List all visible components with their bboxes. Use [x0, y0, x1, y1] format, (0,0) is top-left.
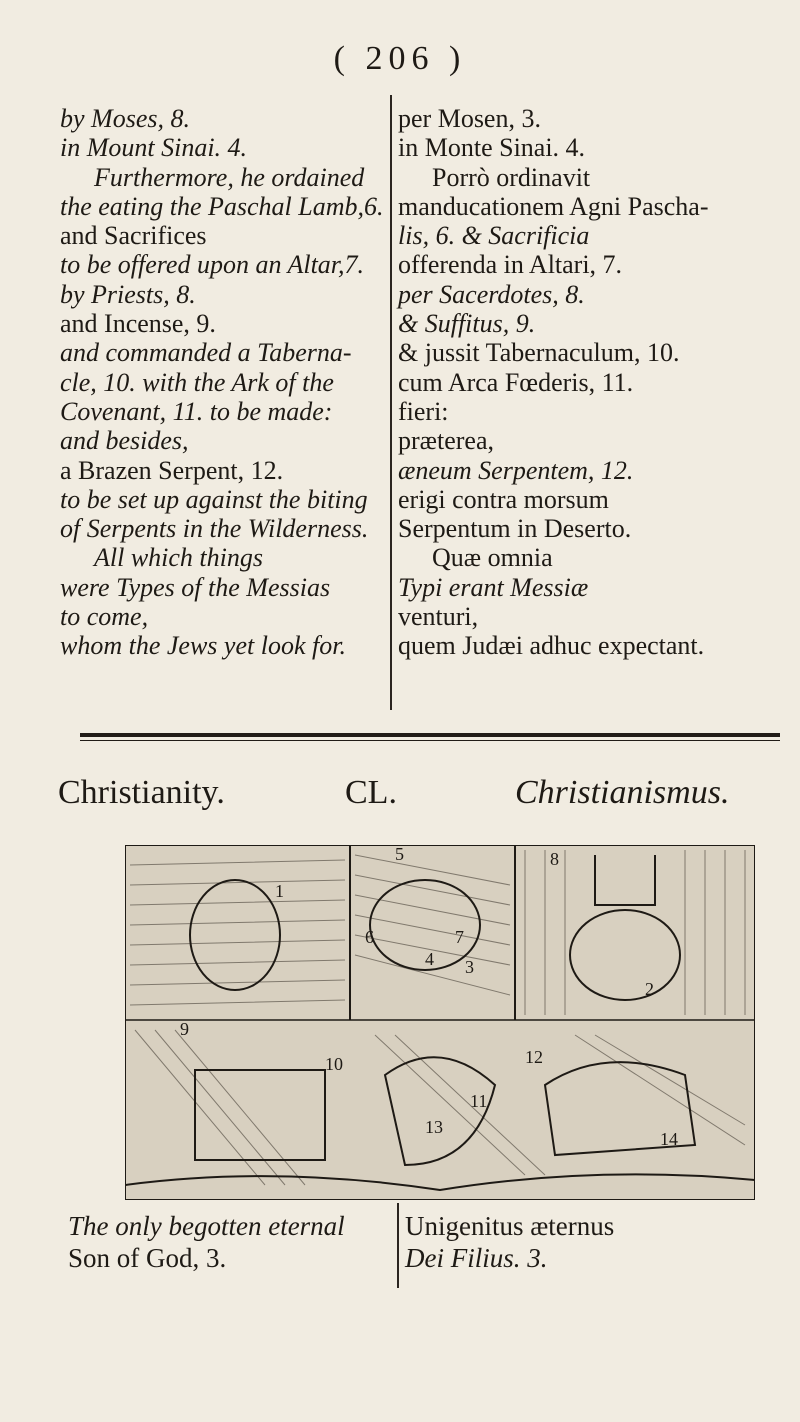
- latin-text-line: æneum Serpentem, 12.: [398, 455, 634, 485]
- page-number: ( 206 ): [333, 40, 467, 77]
- english-text-line: and Incense, 9.: [60, 309, 216, 339]
- english-text-line: the eating the Paschal Lamb,6.: [60, 191, 384, 221]
- english-text-line: cle, 10. with the Ark of the: [60, 367, 334, 397]
- section-rule-thick: [80, 733, 780, 737]
- latin-text-line: manducationem Agni Pascha-: [398, 191, 709, 221]
- latin-column: [398, 104, 798, 661]
- section-title-latin: Christianismus.: [515, 774, 730, 811]
- engraving-number-8: 8: [550, 849, 559, 869]
- latin-text-line: cum Arca Fœderis, 11.: [398, 367, 634, 397]
- english-text-line: were Types of the Messias: [60, 572, 331, 602]
- english-text-line: to come,: [60, 602, 149, 632]
- latin-text-line: Serpentum in Deserto.: [398, 514, 632, 544]
- engraving-number-1: 1: [275, 881, 284, 901]
- engraving-number-5: 5: [395, 845, 404, 864]
- engraving-number-2: 2: [645, 979, 654, 999]
- column-divider: [390, 95, 392, 710]
- latin-text-line: erigi contra morsum: [398, 484, 609, 514]
- latin-text-line: per Sacerdotes, 8.: [398, 279, 585, 309]
- caption-english: [68, 1210, 398, 1274]
- latin-text-line: præterea,: [398, 426, 495, 456]
- english-text-line: in Mount Sinai. 4.: [60, 133, 248, 163]
- english-text-line: Covenant, 11. to be made:: [60, 396, 333, 426]
- engraving-number-11: 11: [470, 1091, 488, 1111]
- english-text-line: All which things: [94, 543, 263, 573]
- engraving-illustration: [125, 845, 755, 1200]
- latin-text-line: & jussit Tabernaculum, 10.: [398, 338, 680, 368]
- caption-latin-line: Dei Filius. 3.: [405, 1243, 548, 1273]
- caption-english-line: Son of God, 3.: [68, 1243, 227, 1273]
- latin-text-line: lis, 6. & Sacrificia: [398, 221, 590, 251]
- section-number: CL.: [345, 774, 397, 811]
- english-text-line: whom the Jews yet look for.: [60, 631, 346, 661]
- engraving-number-10: 10: [325, 1054, 343, 1074]
- engraving-number-4: 4: [425, 949, 434, 969]
- engraving-number-12: 12: [525, 1047, 543, 1067]
- latin-text-line: venturi,: [398, 602, 479, 632]
- english-text-line: by Priests, 8.: [60, 279, 196, 309]
- english-text-line: and Sacrifices: [60, 221, 207, 251]
- engraving-number-3: 3: [465, 957, 474, 977]
- section-rule-thin: [80, 740, 780, 741]
- engraving-number-6: 6: [365, 927, 374, 947]
- latin-text-line: offerenda in Altari, 7.: [398, 250, 623, 280]
- english-text-line: of Serpents in the Wilderness.: [60, 514, 369, 544]
- latin-text-line: quem Judæi adhuc expectant.: [398, 631, 705, 661]
- english-text-line: and besides,: [60, 426, 189, 456]
- english-text-line: Furthermore, he ordained: [94, 162, 365, 192]
- caption-english-line: The only begotten eternal: [68, 1211, 345, 1241]
- section-title-english: Christianity.: [58, 774, 225, 811]
- caption-latin: [405, 1210, 795, 1274]
- caption-latin-line: Unigenitus æternus: [405, 1211, 615, 1241]
- english-text-line: a Brazen Serpent, 12.: [60, 455, 284, 485]
- english-text-line: and commanded a Taberna-: [60, 338, 352, 368]
- latin-text-line: Typi erant Messiæ: [398, 572, 589, 602]
- english-text-line: to be set up against the biting: [60, 484, 368, 514]
- latin-text-line: Quæ omnia: [432, 543, 553, 573]
- engraving-number-14: 14: [660, 1129, 678, 1149]
- latin-text-line: fieri:: [398, 396, 449, 426]
- english-column: [60, 104, 392, 661]
- engraving-number-9: 9: [180, 1019, 189, 1039]
- engraving-number-7: 7: [455, 927, 464, 947]
- latin-text-line: & Suffitus, 9.: [398, 309, 536, 339]
- english-text-line: to be offered upon an Altar,7.: [60, 250, 365, 280]
- english-text-line: by Moses, 8.: [60, 104, 190, 133]
- latin-text-line: in Monte Sinai. 4.: [398, 133, 586, 163]
- engraving-number-13: 13: [425, 1117, 443, 1137]
- latin-text-line: per Mosen, 3.: [398, 104, 541, 133]
- latin-text-line: Porrò ordinavit: [432, 162, 591, 192]
